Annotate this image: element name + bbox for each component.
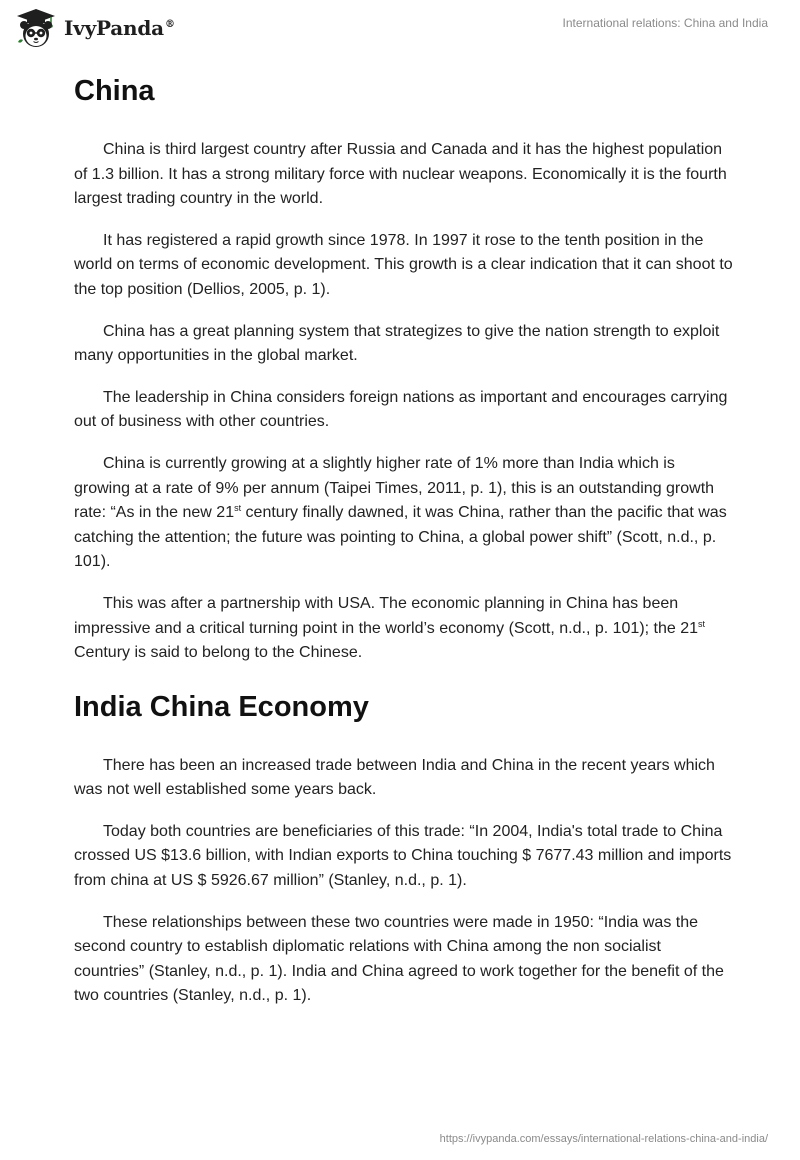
paragraph-text: Century is said to belong to the Chinese. <box>74 644 363 662</box>
paragraph-text: This was after a partnership with USA. The economic planning in China has been impressive and a critical turning point in the world’s economy (Scott, n.d., p. 101); the 21 <box>74 594 699 637</box>
source-url[interactable]: https://ivypanda.com/essays/international-relations-china-and-india/ <box>439 1133 768 1145</box>
paragraph: There has been an increased trade between India and China in the recent years which was not well established some years back. <box>74 756 715 799</box>
section-heading-india-china-economy: India China Economy <box>74 690 369 723</box>
panda-logo-icon <box>14 6 58 50</box>
paragraph: It has registered a rapid growth since 1978. In 1997 it rose to the tenth position in the world on terms of economic development. This growth is a clear indication that it can shoot to the top position (Dellios, 2005, p. 1). <box>74 231 733 298</box>
essay-body <box>74 70 734 1026</box>
paragraph: These relationships between these two countries were made in 1950: “India was the second country to establish diplomatic relations with China among the non socialist countries” (Stanley, n.d., p. 1). India and China agreed to work together for the benefit of the two countries (Stanley, n.d., p. 1). <box>74 913 724 1005</box>
section-heading-china: China <box>74 75 155 107</box>
brand-logo[interactable] <box>14 6 175 50</box>
superscript: st <box>234 503 242 514</box>
paragraph-text: century finally dawned, it was China, rather than the pacific that was catching the attention; the future was pointing to China, a global power shift” (Scott, n.d., p. 101). <box>74 504 727 571</box>
page-header <box>0 0 800 60</box>
paragraph <box>74 592 734 666</box>
paragraph: China has a great planning system that strategizes to give the nation strength to exploit many opportunities in the global market. <box>74 322 720 365</box>
paragraph-text: China is currently growing at a slightly higher rate of 1% more than India which is growing at a rate of 9% per annum (Taipei Times, 2011, p. 1), this is an outstanding growth rate: “As in the new 21 <box>74 454 715 522</box>
paragraph <box>74 452 734 575</box>
superscript: st <box>698 618 706 629</box>
paragraph: China is third largest country after Russia and Canada and it has the highest population of 1.3 billion. It has a strong military force with nuclear weapons. Economically it is the fourth largest trading country in the world. <box>74 141 727 208</box>
registered-mark: ® <box>164 19 175 31</box>
document-title: International relations: China and India <box>562 16 768 30</box>
paragraph: The leadership in China considers foreign nations as important and encourages carrying out of business with other countries. <box>74 388 728 431</box>
paragraph: Today both countries are beneficiaries of this trade: “In 2004, India's total trade to China crossed US $13.6 billion, with Indian exports to China touching $ 7677.43 million and imports from china at US $ 5926.67 million” (Stanley, n.d., p. 1). <box>74 822 732 890</box>
brand-name: IvyPanda® <box>64 16 175 40</box>
